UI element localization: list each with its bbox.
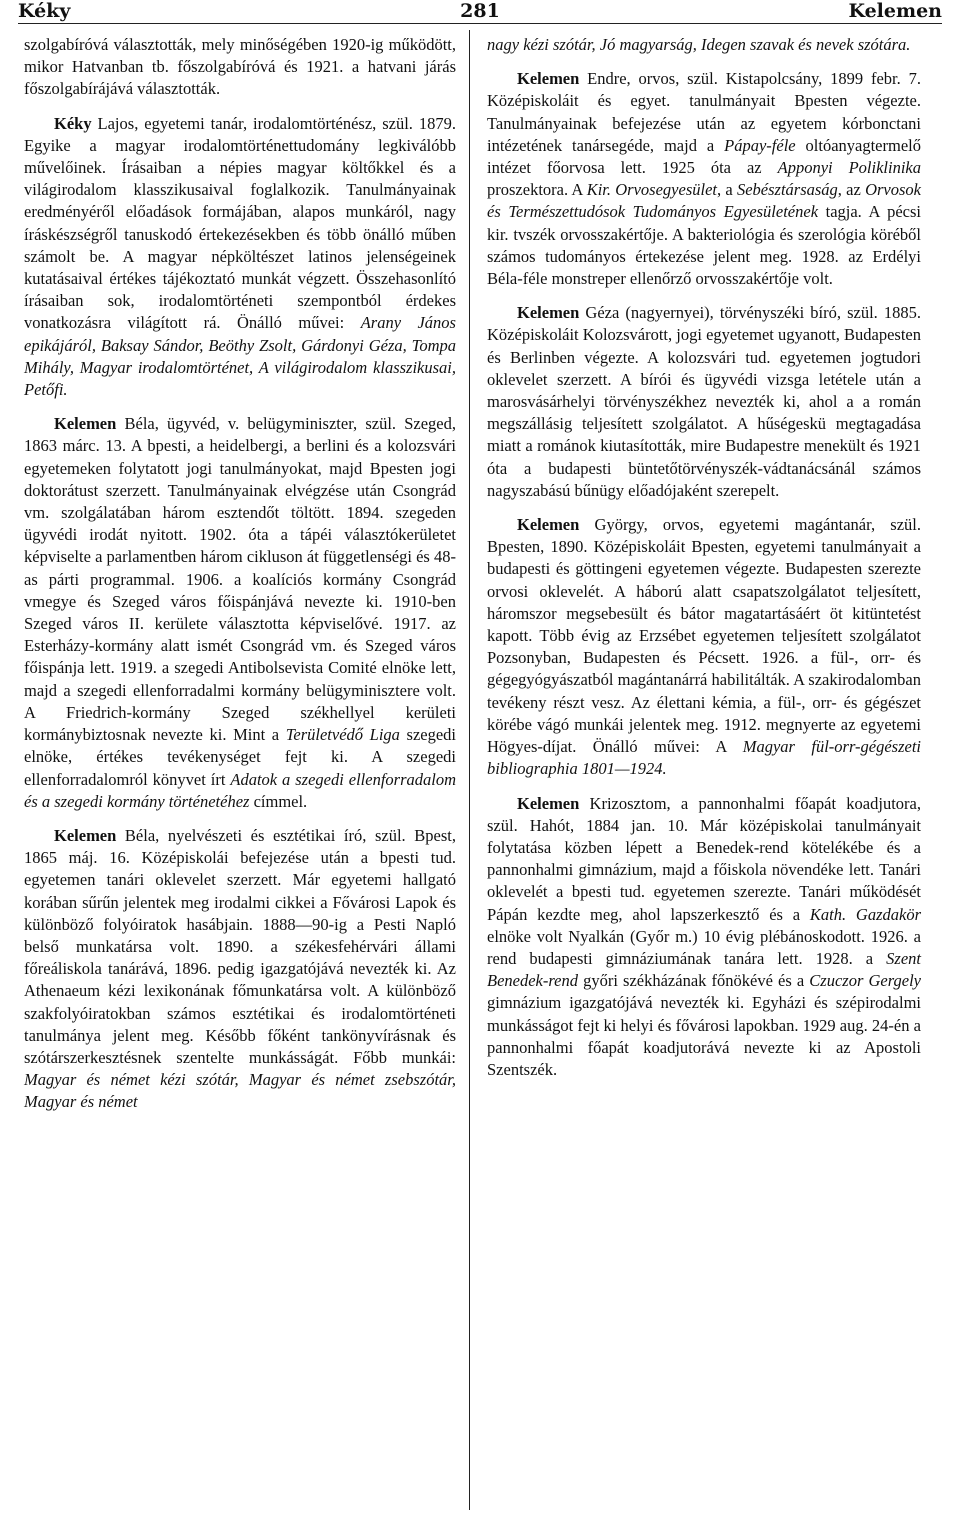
entry-text-cont: elnöke volt Nyalkán (Győr m.) 10 évig plébánoskodott. 1926. a rend budapesti gimnáziumának tanára lett. 1928. a	[487, 926, 921, 968]
entry-text: szolgabíróvá választották, mely minőségében 1920-ig működött, mikor Hatvanban tb. főszolgabíróvá és 1921. a hatvani járás főszolgabírájává választották.	[24, 35, 456, 99]
entry-text: Krizosztom, a pannonhalmi főapát koadjutora, szül. Hahót, 1884 jan. 10. Már középiskolai tanulmányait folytatása közben lépett a Benedek-rend kötelékébe és a pannonhalmi gimnázium, majd a főiskola növendéke lett. Tanári oklevelét a bpesti tud. egyetemen szerezte. Tanári működését Pápán kezdte meg, ahol lapszerkesztő és a	[487, 793, 921, 924]
entry-headword: Kéky	[54, 113, 92, 133]
entry-continuation	[24, 34, 456, 101]
column-divider	[469, 30, 470, 1510]
entry-kelemen-geza	[487, 302, 921, 502]
entry-headword: Kelemen	[517, 69, 580, 89]
entry-kelemen-krizosztom	[487, 793, 921, 1082]
page-number: 281	[460, 0, 500, 22]
entry-text-cont: tagja. A pécsi kir. tvszék orvosszakértője. A bakteriológia és szerológia köréből számos tudományos értekezése jelent meg. 1928. az Erdélyi Béla-féle monstreper ellenőrző orvosszakértője volt.	[487, 202, 921, 289]
entry-italic: Szent Benedek-rend	[487, 948, 921, 991]
entry-italic: Kath. Gazdakör	[809, 904, 922, 924]
entry-text-cont: proszektora. A	[487, 180, 587, 200]
entry-text-cont: oltóanyagtermelő intézet főorvosa lett. 1925 óta az	[487, 135, 921, 178]
entry-keky-lajos	[24, 113, 456, 402]
entry-italic: Apponyi Poliklinika	[777, 158, 921, 178]
entry-headword: Kelemen	[517, 515, 580, 535]
entry-text: Endre, orvos, szül. Kistapolcsány, 1899 febr. 7. Középiskoláit és egyet. tanulmányait Bpesten végezte. Tanulmányainak befejezése után az egyetem kórbonctani intézetének tanársegéde, majd a	[487, 69, 921, 155]
entry-text-cont: , a	[716, 180, 737, 200]
entry-works-italic: Magyar fül-orr-gégészeti bibliographia 1801—1924.	[487, 737, 922, 779]
entry-text: Béla, nyelvészeti és esztétikai író, szül. Bpest, 1865 máj. 16. Középiskolái befejezése után a bpesti tud. egyetemen tanári oklevelet szerzett. Már egyetemi hallgató korában sűrűn jelentek meg irodalmi cikkei a Fővárosi Lapok és különböző folyóiratok hasábjain. 1888—90-ig a Pesti Napló belső munkatársa volt. 1890. a székesfehérvári állami főreáliskola tanárává, 1896. pedig igazgatójává nevezték ki. Az Athenaeum kézi lexikonának főmunkatársa volt. A különböző szakfolyóiratokban számos esztétikai és irodalomtörténeti tanulmánya jelent meg. Később főként tankönyvírásnak és szótárszerkesztésnek szentelte munkásságát. Főbb munkái:	[24, 825, 456, 1067]
entry-headword: Kelemen	[54, 825, 117, 845]
entry-headword: Kelemen	[517, 303, 580, 323]
entry-works-italic: nagy kézi szótár, Jó magyarság, Idegen szavak és nevek szótára.	[487, 35, 911, 54]
entry-continuation	[487, 34, 921, 56]
entry-works-italic: Magyar és német kézi szótár, Magyar és német zsebszótár, Magyar és német	[24, 1070, 456, 1112]
entry-kelemen-gyorgy	[487, 514, 921, 780]
page-header	[18, 0, 942, 22]
header-rule	[18, 23, 942, 24]
entry-text-cont: , az	[837, 180, 866, 200]
entry-kelemen-endre	[487, 68, 921, 290]
entry-italic: Sebésztársaság	[736, 180, 838, 200]
entry-kelemen-bela-nyelvesz	[24, 825, 456, 1114]
entry-text: György, orvos, egyetemi magántanár, szül. Bpesten, 1890. Középiskoláit Bpesten, egyetemi tanulmányait a budapesti és göttingeni egyetemen végezte. Budapesten szerezte orvosi oklevelét. A háború alatt csapatszolgálatot teljesített, háromszor megsebesült és bátor magatartásáért öt kitüntetést kapott. Több évig az Erzsébet egyetemen teljesített szolgálatot Pozsonyban, Budapesten és Pécsett. 1926. a fül-, orr- és gégegyógyászatból magántanárrá habilitálták. A szakirodalomban tevékeny részt vesz. Az élettani kémia, a fül-, orr- és gégészet körébe vágó munkái jelentek meg. 1912. megnyerte az egyetemi Högyes-díjat. Önálló művei: A	[487, 515, 921, 757]
entry-text-cont: szegedi elnöke, értékes tevékenységet fejt ki. A szegedi ellenforradalomról könyvet írt	[24, 725, 457, 789]
entry-headword: Kelemen	[517, 793, 580, 813]
entry-works-italic: Arany János epikájáról, Baksay Sándor, Beöthy Zsolt, Gárdonyi Géza, Tompa Mihály, Magyar irodalomtörténet, A világirodalom klasszikusai, Petőfi.	[24, 313, 456, 400]
header-right-keyword: Kelemen	[848, 0, 942, 22]
entry-text: Géza (nagyernyei), törvényszéki bíró, szül. 1885. Középiskoláit Kolozsvárott, jogi egyetemet ugyanott, Budapesten és Berlinben végezte. A kolozsvári tud. egyetemen jogtudori oklevelet szerzett. A bírói és ügyvédi vizsga letétele után a marosvásárhelyi törvényszékhez nevezték ki, ahol a a román megszállásig teljesített szolgálatot. A hűségeskü megtagadása miatt a románok kiutasították, mire Budapestre menekült és 1921 óta a budapesti büntetőtörvényszék-vádtanácsánál számos nagyszabású bűnügy előadójaként szerepelt.	[487, 303, 921, 500]
right-column	[487, 34, 921, 1093]
entry-italic: Kir. Orvosegyesület	[586, 180, 717, 200]
left-column	[24, 34, 456, 1126]
entry-headword: Kelemen	[54, 414, 117, 434]
entry-italic: Czuczor Gergely	[809, 971, 922, 991]
header-left-keyword: Kéky	[18, 0, 71, 22]
entry-text: Lajos, egyetemi tanár, irodalomtörténész, szül. 1879. Egyike a magyar irodalomtörténettudomány legkiválóbb művelőinek. Írásaiban a népies magyar költőkkel és a világirodalom klasszikusaival foglalkozik. Tanulmányainak eredményéről előadások formájában, alapos munkáról, nagy íráskészségről tanuskodó értekezésekben és több önálló műben számolt be. A magyar népköltészet latinos jelenségeinek kutatásaival értékes tájékoztató munkát végzett. Összehasonlító írásaiban sok, irodalomtörténeti szempontból érdekes vonatkozásra világított rá. Önálló művei:	[24, 113, 456, 333]
entry-text-cont: gimnázium igazgatójává nevezték ki. Egyházi és szépirodalmi munkásságot fejt ki helyi és fővárosi lapokban. 1929 aug. 24-én a pannonhalmi főapát koadjutorává nevezte ki az Apostoli Szentszék.	[487, 993, 921, 1079]
entry-italic: Adatok a szegedi ellenforradalom és a szegedi kormány történetéhez	[24, 769, 456, 811]
entry-italic: Pápay-féle	[724, 135, 796, 155]
entry-kelemen-bela-ugyved	[24, 413, 456, 813]
entry-text: Béla, ügyvéd, v. belügyminiszter, szül. Szeged, 1863 márc. 13. A bpesti, a heidelbergi, a berlini és a kolozsvári egyetemeken folytatott jogi tanulmányokat, majd Bpesten jogi doktorátust szerzett. Tanulmányainak elvégzése után Csongrád vm. szolgálatában három esztendőt töltött. 1894. szegeden ügyvédi irodát nyitott. 1902. óta a tápéi választókerületet képviselte a parlamentben három cikluson át függetlenségi és 48-as párti programmal. 1906. a koalíciós kormány Csongrád vmegye és Szeged város főispánjává nevezte ki. 1910-ben Szeged város II. kerülete választotta képviselővé. 1917. az Esterházy-kormány alatt ismét Csongrád vm. és Szeged város főispánja lett. 1919. a szegedi Antibolsevista Comité elnöke lett, majd a szegedi ellenforradalmi kormány belügyminisztere volt. A Friedrich-kormány Szeged székhellyel kerületi kormánybiztosnak nevezte ki. Mint a	[24, 414, 456, 745]
entry-text-cont: címmel.	[249, 791, 308, 811]
entry-text-cont: győri székházának főnökévé és a	[578, 971, 810, 991]
entry-italic: Orvosok és Természettudósok Tudományos Egyesületének	[487, 180, 921, 222]
entry-italic: Területvédő Liga	[285, 725, 400, 745]
